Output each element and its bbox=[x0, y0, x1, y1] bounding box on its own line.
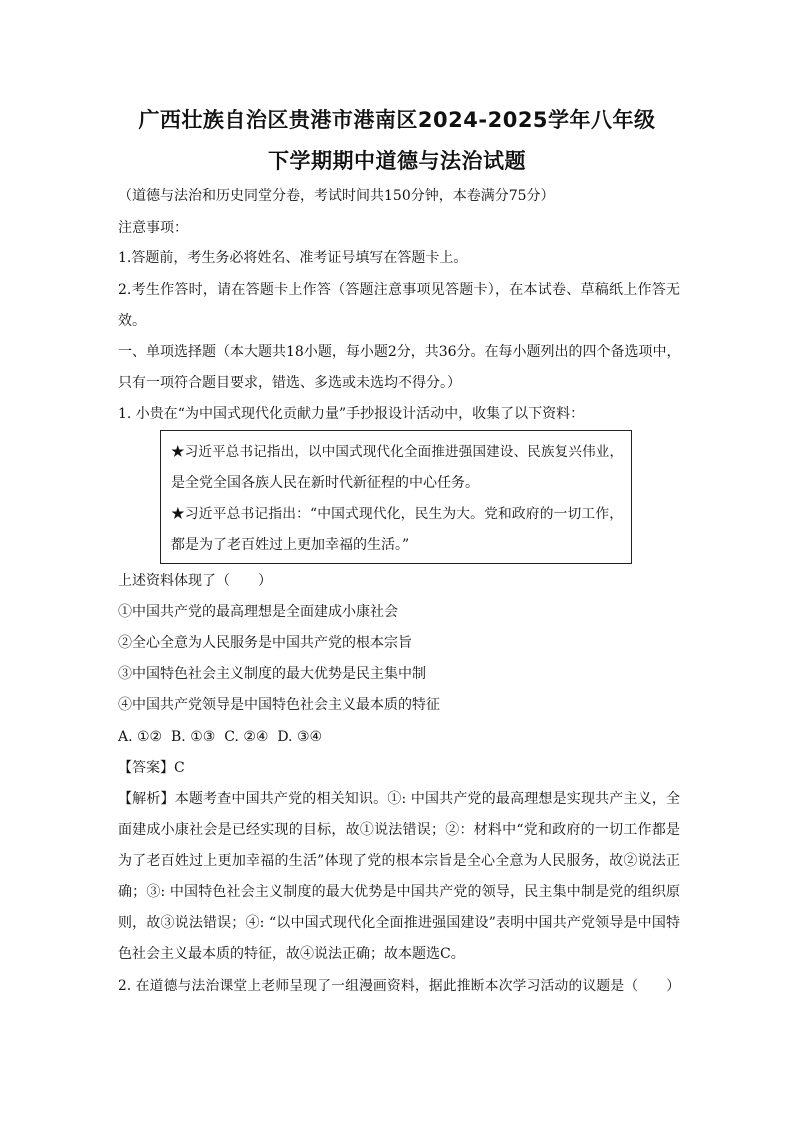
exam-title-line2: 下学期期中道德与法治试题 bbox=[268, 149, 526, 173]
notice-heading: 注意事项： bbox=[118, 220, 188, 236]
question-1-option: ④中国共产党领导是中国特色社会主义最本质的特征 bbox=[118, 697, 440, 713]
question-1-stem: 1. 小贵在“为中国式现代化贡献力量”手抄报设计活动中，收集了以下资料： bbox=[118, 406, 585, 422]
material-line: 都是为了老百姓过上更加幸福的生活。” bbox=[171, 537, 410, 553]
exam-intro: （道德与法治和历史同堂分卷，考试时间共150分钟，本卷满分75分） bbox=[118, 188, 555, 204]
question-1-analysis-line: 【解析】本题考查中国共产党的相关知识。①: 中国共产党的最高理想是实现共产主义，全 bbox=[118, 791, 680, 807]
section-heading-line1: 一、单项选择题（本大题共18小题，每小题2分，共36分。在每小题列出的四个备选项中， bbox=[118, 344, 681, 360]
question-1-option: ③中国特色社会主义制度的最大优势是民主集中制 bbox=[118, 666, 426, 682]
question-1-analysis-line: 面建成小康社会是已经实现的目标，故①说法错误；②：材料中“党和政府的一切工作都是 bbox=[118, 822, 680, 838]
material-line: 是全党全国各族人民在新时代新征程的中心任务。 bbox=[171, 475, 479, 491]
question-1-choices: A. ①② B. ①③ C. ②④ D. ③④ bbox=[118, 729, 323, 745]
question-1-prompt: 上述资料体现了（ ） bbox=[118, 573, 272, 589]
notice-item-2-line2: 效。 bbox=[118, 313, 146, 329]
material-line: ★习近平总书记指出，以中国式现代化全面推进强国建设、民族复兴伟业， bbox=[171, 444, 623, 460]
question-1-material-box bbox=[160, 430, 632, 564]
section-heading-line2: 只有一项符合题目要求，错选、多选或未选均不得分。） bbox=[118, 375, 461, 391]
question-1-analysis-line: 则，故③说法错误；④: “以中国式现代化全面推进强国建设”表明中国共产党领导是中国特 bbox=[118, 915, 680, 931]
question-1-analysis-line: 确；③: 中国特色社会主义制度的最大优势是中国共产党的领导，民主集中制是党的组织原 bbox=[118, 884, 680, 900]
material-line: ★习近平总书记指出：“中国式现代化，民生为大。党和政府的一切工作， bbox=[171, 506, 623, 522]
question-2-stem: 2. 在道德与法治课堂上老师呈现了一组漫画资料，据此推断本次学习活动的议题是（ ） bbox=[118, 978, 680, 994]
question-1-analysis-line: 色社会主义最本质的特征，故④说法正确；故本题选C。 bbox=[118, 946, 465, 962]
notice-item-2-line1: 2.考生作答时，请在答题卡上作答（答题注意事项见答题卡），在本试卷、草稿纸上作答无 bbox=[118, 282, 680, 298]
notice-item-1: 1.答题前，考生务必将姓名、准考证号填写在答题卡上。 bbox=[118, 250, 468, 266]
question-1-analysis-line: 为了老百姓过上更加幸福的生活”体现了党的根本宗旨是全心全意为人民服务，故②说法正 bbox=[118, 853, 680, 869]
question-1-answer: 【答案】C bbox=[118, 760, 185, 776]
question-1-option: ②全心全意为人民服务是中国共产党的根本宗旨 bbox=[118, 635, 412, 651]
exam-title-line1: 广西壮族自治区贵港市港南区2024-2025学年八年级 bbox=[138, 108, 656, 132]
question-1-option: ①中国共产党的最高理想是全面建成小康社会 bbox=[118, 604, 398, 620]
